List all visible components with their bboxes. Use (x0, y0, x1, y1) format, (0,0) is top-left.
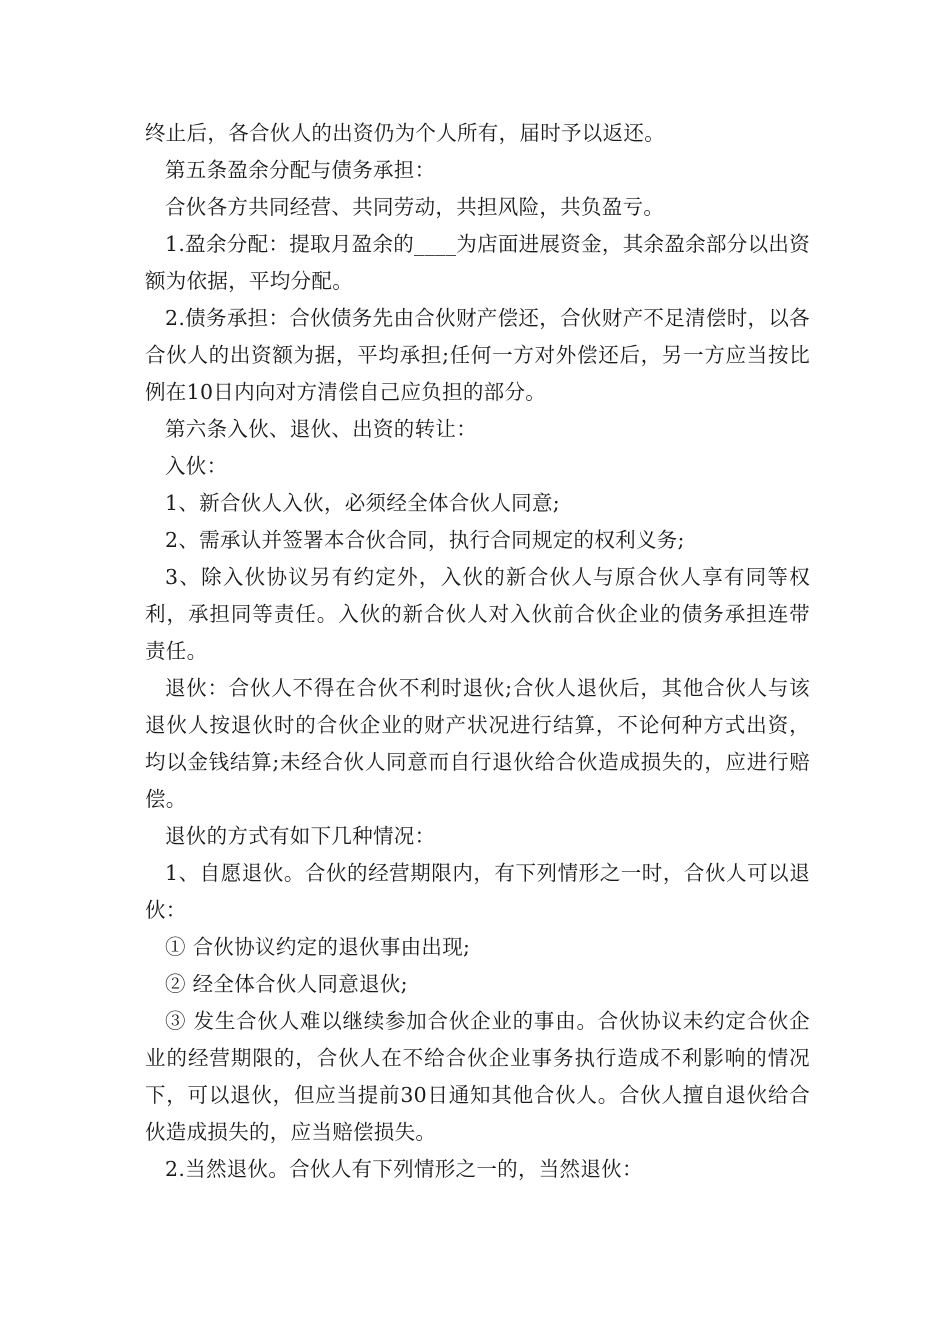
list-item: 2.当然退伙。合伙人有下列情形之一的，当然退伙： (165, 1157, 643, 1181)
document-body (145, 115, 810, 1188)
section-heading-5: 第五条盈余分配与债务承担： (165, 158, 436, 182)
paragraph: 2.债务承担：合伙债务先由合伙财产偿还，合伙财产不足清偿时，以各合伙人的出资额为据，平均承担;任何一方对外偿还后，另一方应当按比例在10日内向对方清偿自己应负担的部分。 (145, 306, 810, 404)
list-item: 2、需承认并签署本合伙合同，执行合同规定的权利义务; (165, 528, 685, 552)
paragraph: 入伙： (165, 454, 228, 478)
paragraph: 1.盈余分配：提取月盈余的____为店面进展资金，其余盈余部分以出资额为依据，平均分配。 (145, 232, 810, 293)
list-item: 1、新合伙人入伙，必须经全体合伙人同意; (165, 491, 560, 515)
paragraph: 退伙：合伙人不得在合伙不利时退伙;合伙人退伙后，其他合伙人与该退伙人按退伙时的合伙企业的财产状况进行结算，不论何种方式出资，均以金钱结算;未经合伙人同意而自行退伙给合伙造成损失的，应进行赔偿。 (145, 676, 810, 811)
section-heading-6: 第六条入伙、退伙、出资的转让： (165, 417, 477, 441)
list-item: ① 合伙协议约定的退伙事由出现; (165, 935, 471, 959)
list-item: ② 经全体合伙人同意退伙; (165, 972, 408, 996)
list-item: 1、自愿退伙。合伙的经营期限内，有下列情形之一时，合伙人可以退伙： (145, 861, 810, 922)
paragraph: 退伙的方式有如下几种情况： (165, 824, 436, 848)
paragraph: 合伙各方共同经营、共同劳动，共担风险，共负盈亏。 (165, 195, 665, 219)
list-item: 3、除入伙协议另有约定外，入伙的新合伙人与原合伙人享有同等权利，承担同等责任。入伙的新合伙人对入伙前合伙企业的债务承担连带责任。 (145, 565, 810, 663)
paragraph: 终止后，各合伙人的出资仍为个人所有，届时予以返还。 (145, 121, 665, 145)
list-item: ③ 发生合伙人难以继续参加合伙企业的事由。合伙协议未约定合伙企业的经营期限的，合伙人在不给合伙企业事务执行造成不利影响的情况下，可以退伙，但应当提前30日通知其他合伙人。合伙人擅自退伙给合伙造成损失的，应当赔偿损失。 (145, 1009, 810, 1144)
